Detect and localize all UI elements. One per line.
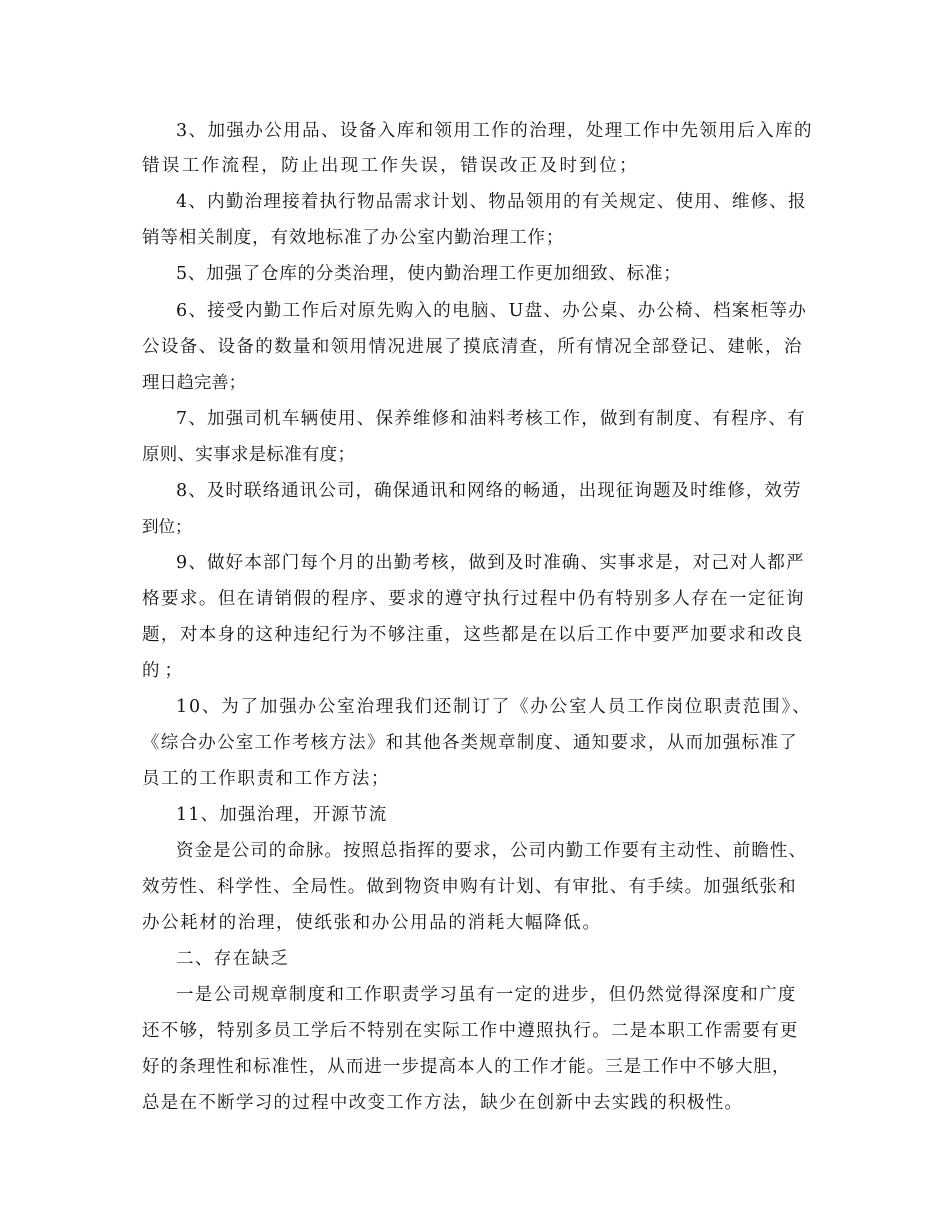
item-8-line-2: 到位；: [142, 517, 192, 536]
shortcomings-line-1: 一是公司规章制度和工作职责学习虽有一定的进步，但仍然觉得深度和广度: [176, 985, 797, 1005]
funds-line-3: 办公耗材的治理，使纸张和办公用品的消耗大幅降低。: [142, 913, 602, 933]
item-6-line-1: 6、接受内勤工作后对原先购入的电脑、U盘、办公桌、办公椅、档案柜等办: [176, 301, 808, 321]
item-10-line-2: 《综合办公室工作考核方法》和其他各类规章制度、通知要求，从而加强标准了: [142, 733, 798, 753]
item-4-line-2: 销等相关制度，有效地标准了办公室内勤治理工作；: [142, 228, 565, 248]
item-10-line-3: 员工的工作职责和工作方法；: [142, 769, 391, 789]
section-heading-shortcomings: 二、存在缺乏: [176, 949, 290, 969]
funds-line-1: 资金是公司的命脉。按照总指挥的要求，公司内勤工作要有主动性、前瞻性、: [176, 841, 808, 861]
item-3-line-2: 错误工作流程，防止出现工作失误，错误改正及时到位；: [142, 156, 639, 176]
item-10-line-1: 10、为了加强办公室治理我们还制订了《办公室人员工作岗位职责范围》、: [176, 697, 812, 717]
item-7-line-1: 7、加强司机车辆使用、保养维修和油料考核工作，做到有制度、有程序、有: [176, 409, 806, 429]
item-9-line-4: 的；: [142, 661, 187, 681]
item-11-line-1: 11、加强治理，开源节流: [176, 805, 388, 825]
shortcomings-line-2: 还不够，特别多员工学后不特别在实际工作中遵照执行。二是本职工作需要有更: [142, 1021, 799, 1041]
item-5-line-1: 5、加强了仓库的分类治理，使内勤治理工作更加细致、标准；: [176, 264, 682, 284]
item-6-line-3: 理日趋完善；: [142, 373, 246, 393]
item-3-line-1: 3、加强办公用品、设备入库和领用工作的治理，处理工作中先领用后入库的: [176, 121, 813, 141]
item-6-line-2: 公设备、设备的数量和领用情况进展了摸底清查，所有情况全部登记、建帐，治: [142, 337, 803, 357]
shortcomings-line-3: 好的条理性和标准性，从而进一步提高本人的工作才能。三是工作中不够大胆，: [142, 1057, 791, 1077]
item-7-line-2: 原则、实事求是标准有度；: [142, 445, 356, 465]
item-9-line-2: 格要求。但在请销假的程序、要求的遵守执行过程中仍有特别多人存在一定征询: [142, 589, 805, 609]
item-8-line-1: 8、及时联络通讯公司，确保通讯和网络的畅通，出现征询题及时维修，效劳: [176, 481, 802, 501]
shortcomings-line-4: 总是在不断学习的过程中改变工作方法，缺少在创新中去实践的积极性。: [142, 1093, 744, 1113]
item-9-line-3: 题，对本身的这种违纪行为不够注重，这些都是在以后工作中要严加要求和改良: [142, 625, 804, 645]
funds-line-2: 效劳性、科学性、全局性。做到物资申购有计划、有审批、有手续。加强纸张和: [142, 877, 797, 897]
item-4-line-1: 4、内勤治理接着执行物品需求计划、物品领用的有关规定、使用、维修、报: [176, 192, 807, 212]
item-9-line-1: 9、做好本部门每个月的出勤考核，做到及时准确、实事求是，对己对人都严: [176, 553, 805, 573]
